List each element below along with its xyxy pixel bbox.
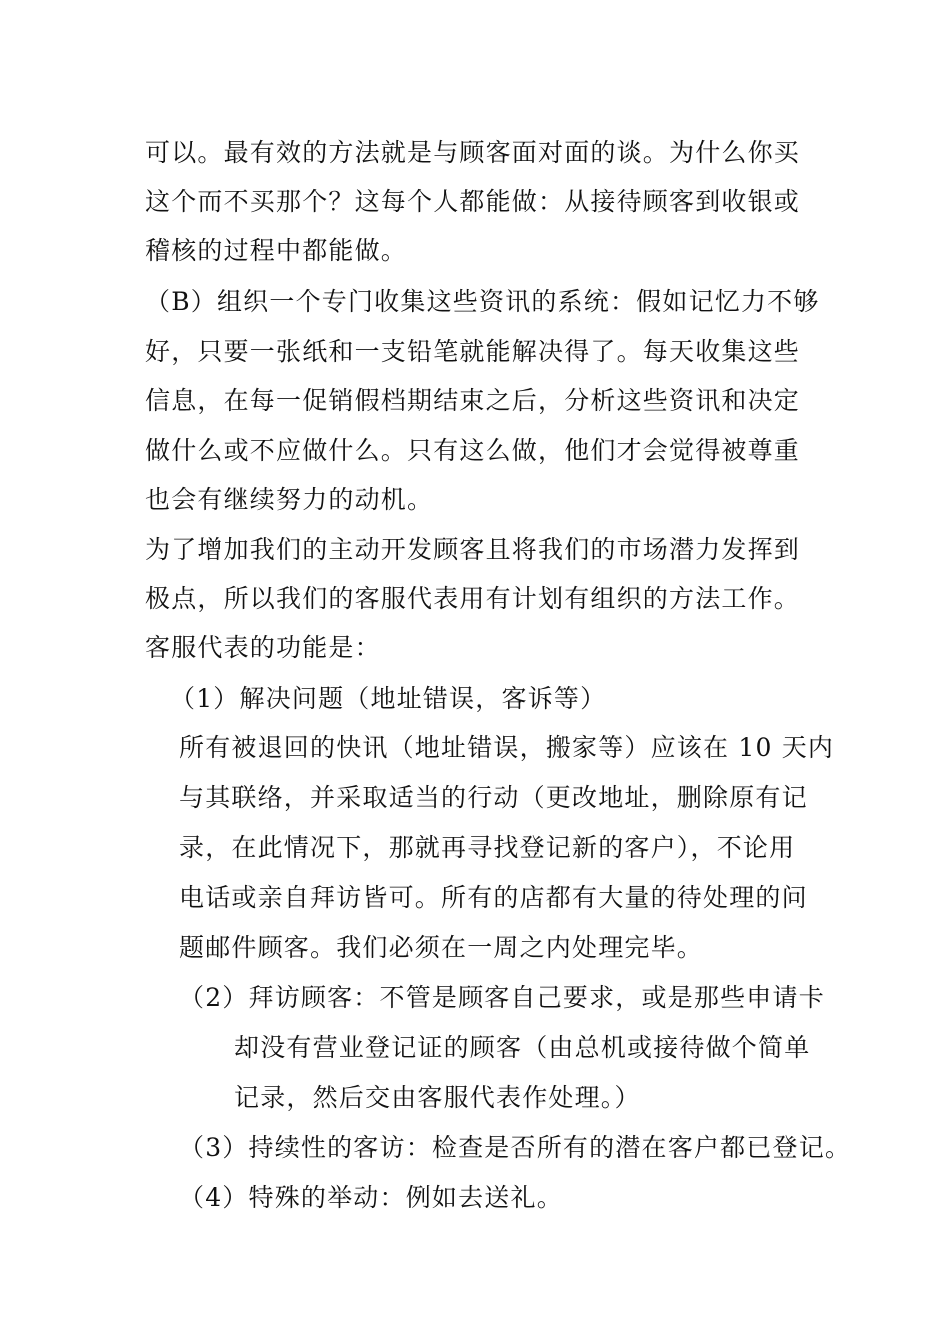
list-item-continuation: 却没有营业登记证的顾客（由总机或接待做个简单 [234,1033,811,1062]
paragraph-line: 客服代表的功能是： [145,633,381,662]
paragraph-line: 做什么或不应做什么。只有这么做，他们才会觉得被尊重 [145,436,801,465]
paragraph-line: 与其联络，并采取适当的行动（更改地址，删除原有记 [179,783,808,812]
list-item: （3）持续性的客访：检查是否所有的潜在客户都已登记。 [179,1133,852,1162]
paragraph-line: 电话或亲自拜访皆可。所有的店都有大量的待处理的问 [179,883,808,912]
paragraph-line: 这个而不买那个？这每个人都能做：从接待顾客到收银或 [145,187,801,216]
paragraph-line: 信息，在每一促销假档期结束之后，分析这些资讯和决定 [145,386,801,415]
paragraph-line: 录，在此情况下，那就再寻找登记新的客户），不论用 [179,833,796,862]
paragraph-line: 可以。最有效的方法就是与顾客面对面的谈。为什么你买 [145,138,801,167]
paragraph-line: 为了增加我们的主动开发顾客且将我们的市场潜力发挥到 [145,535,801,564]
paragraph-line: 题邮件顾客。我们必须在一周之内处理完毕。 [179,933,704,962]
paragraph-line: （B）组织一个专门收集这些资讯的系统：假如记忆力不够 [145,287,820,316]
list-item: （2）拜访顾客：不管是顾客自己要求，或是那些申请卡 [179,983,825,1012]
paragraph-line: 所有被退回的快讯（地址错误，搬家等）应该在 10 天内 [179,733,835,762]
list-item: （4）特殊的举动：例如去送礼。 [179,1183,563,1212]
list-item-heading: （1）解决问题（地址错误，客诉等） [170,684,607,713]
paragraph-line: 极点，所以我们的客服代表用有计划有组织的方法工作。 [145,584,801,613]
paragraph-line: 也会有继续努力的动机。 [145,485,434,514]
list-item-continuation: 记录，然后交由客服代表作处理。） [234,1083,641,1112]
paragraph-line: 好，只要一张纸和一支铅笔就能解决得了。每天收集这些 [145,337,801,366]
paragraph-line: 稽核的过程中都能做。 [145,236,408,265]
